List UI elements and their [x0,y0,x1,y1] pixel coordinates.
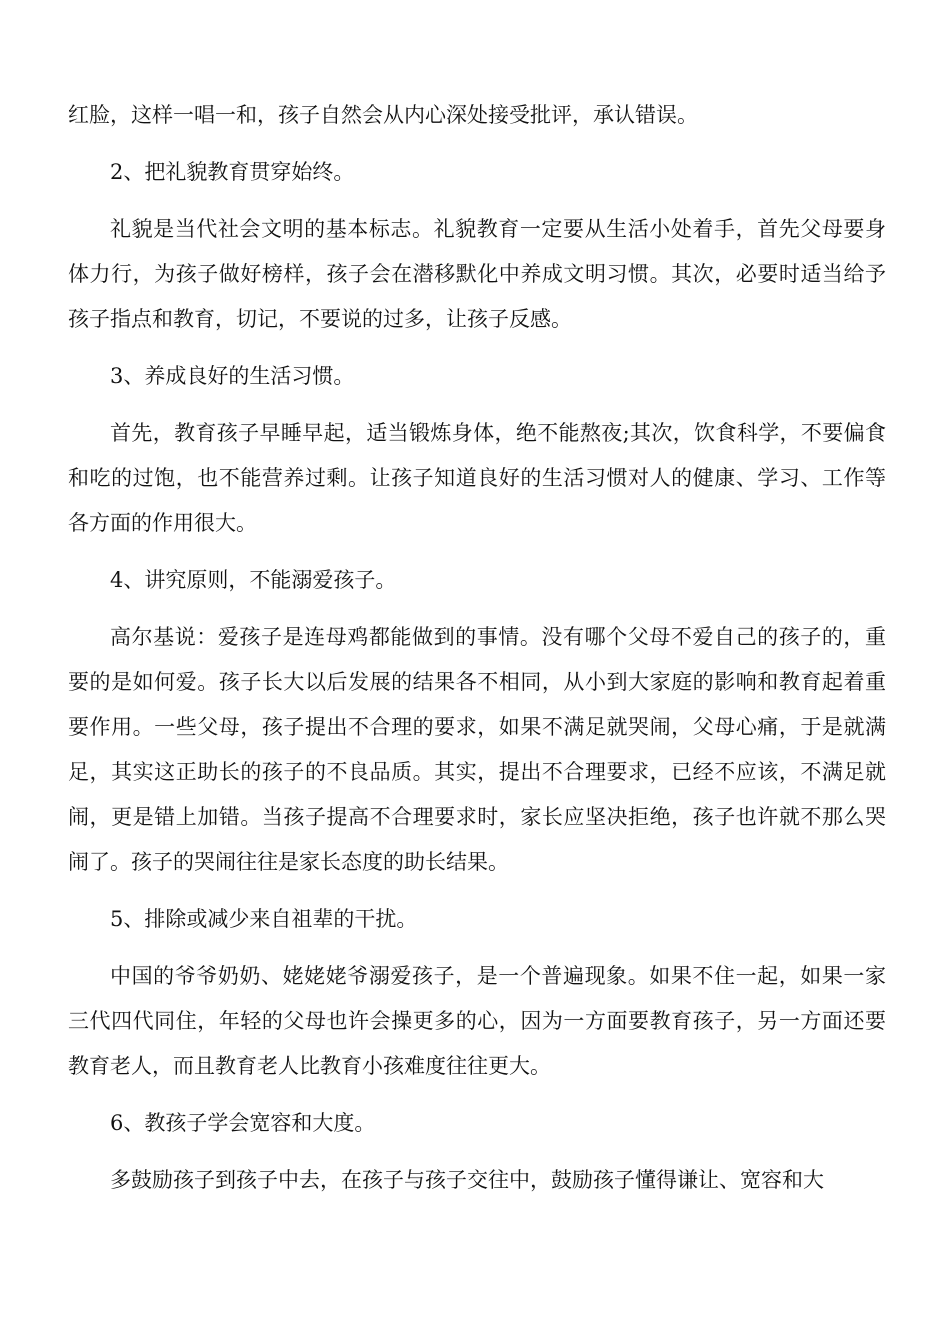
paragraph-politeness: 礼貌是当代社会文明的基本标志。礼貌教育一定要从生活小处着手，首先父母要身体力行，为孩子做好榜样，孩子会在潜移默化中养成文明习惯。其次，必要时适当给予孩子指点和教育，切记，不要说的过多，让孩子反感。 [68,217,886,331]
paragraph-habits: 首先，教育孩子早睡早起，适当锻炼身体，绝不能熬夜;其次，饮食科学，不要偏食和吃的过饱，也不能营养过剩。让孩子知道良好的生活习惯对人的健康、学习、工作等各方面的作用很大。 [68,421,886,535]
document-body [68,93,886,1215]
paragraph-principles: 高尔基说：爱孩子是连母鸡都能做到的事情。没有哪个父母不爱自己的孩子的，重要的是如何爱。孩子长大以后发展的结果各不相同，从小到大家庭的影响和教育起着重要作用。一些父母，孩子提出不合理的要求，如果不满足就哭闹，父母心痛，于是就满足，其实这正助长的孩子的不良品质。其实，提出不合理要求，已经不应该，不满足就闹，更是错上加错。当孩子提高不合理要求时，家长应坚决拒绝，孩子也许就不那么哭闹了。孩子的哭闹往往是家长态度的助长结果。 [68,625,886,874]
paragraph-continuation: 红脸，这样一唱一和，孩子自然会从内心深处接受批评，承认错误。 [68,103,698,127]
paragraph-tolerance: 多鼓励孩子到孩子中去，在孩子与孩子交往中，鼓励孩子懂得谦让、宽容和大 [110,1168,824,1192]
section-heading-6: 6、教孩子学会宽容和大度。 [110,1111,376,1135]
paragraph-grandparents: 中国的爷爷奶奶、姥姥姥爷溺爱孩子，是一个普遍现象。如果不住一起，如果一家三代四代同住，年轻的父母也许会操更多的心，因为一方面要教育孩子，另一方面还要教育老人，而且教育老人比教育小孩难度往往更大。 [68,964,886,1078]
section-heading-3: 3、养成良好的生活习惯。 [110,364,355,388]
section-heading-2: 2、把礼貌教育贯穿始终。 [110,160,355,184]
section-heading-5: 5、排除或减少来自祖辈的干扰。 [110,907,418,931]
section-heading-4: 4、讲究原则，不能溺爱孩子。 [110,568,397,592]
